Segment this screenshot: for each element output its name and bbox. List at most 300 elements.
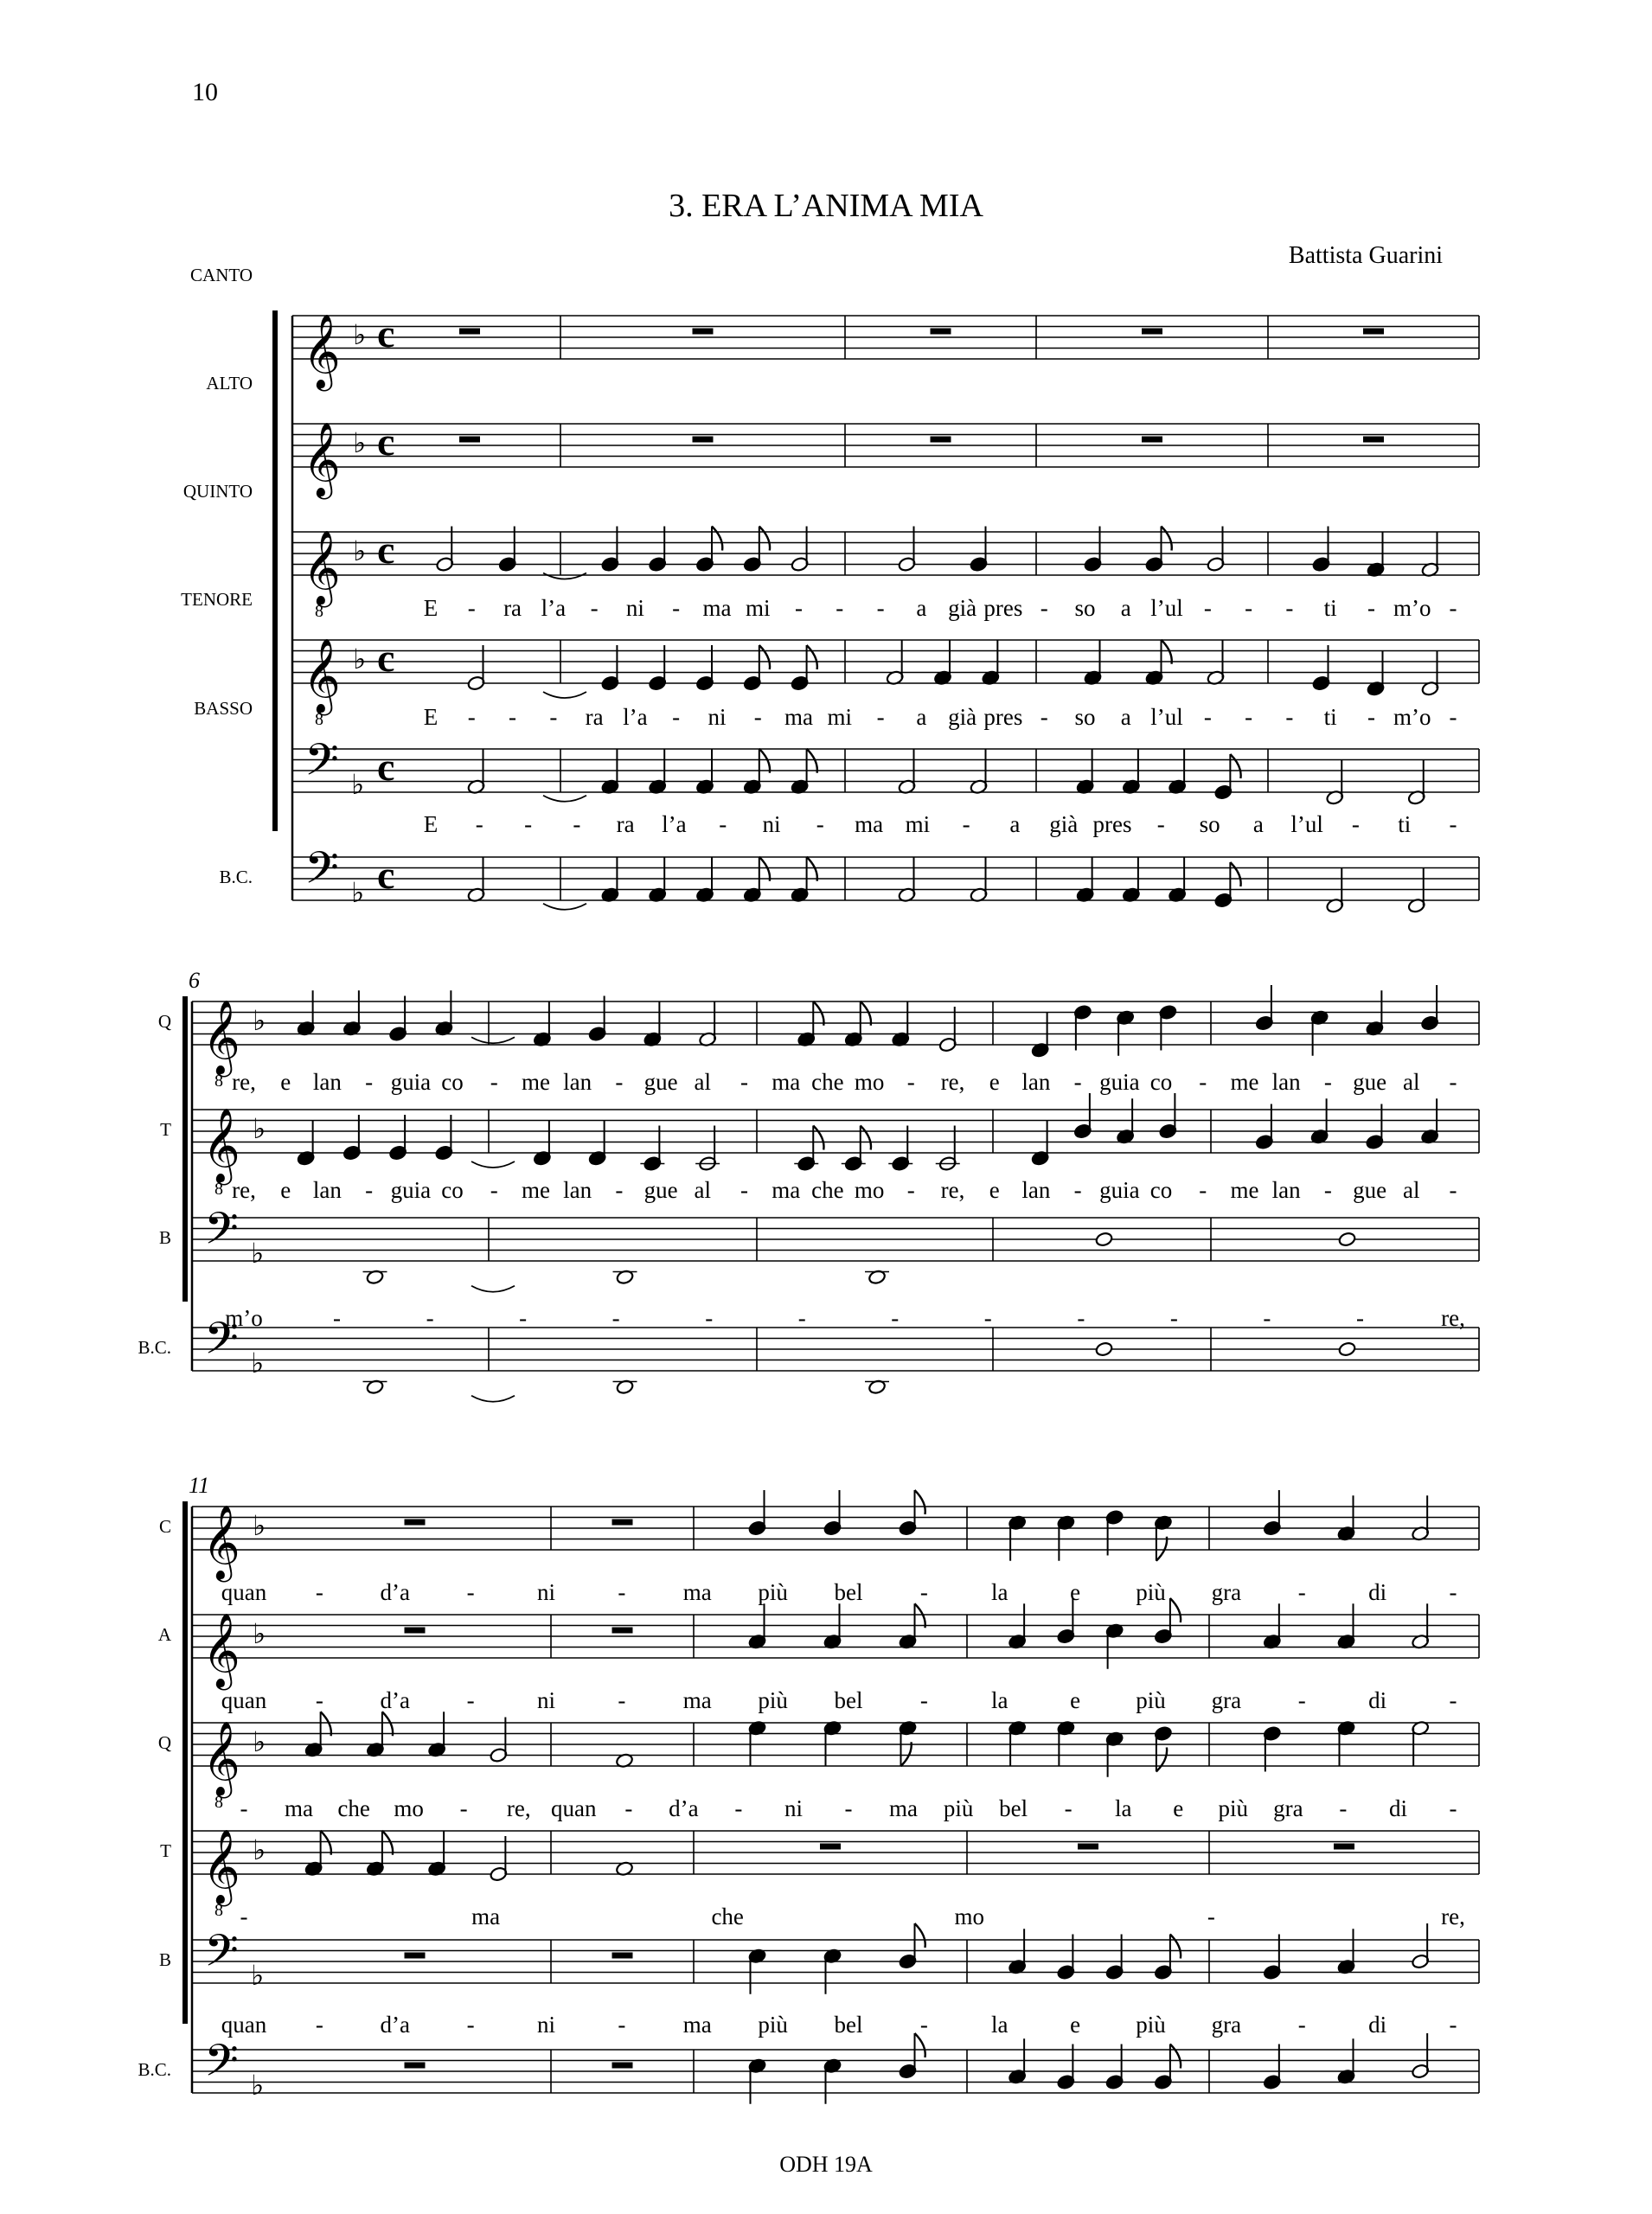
measure-rest-icon bbox=[612, 2063, 633, 2069]
bass-clef-icon: 𝄢 bbox=[204, 2034, 239, 2097]
lyric-syllable: gra bbox=[1211, 2012, 1242, 2038]
lyric-syllable: gra bbox=[1211, 1579, 1242, 1605]
lyric-syllable: d’a bbox=[380, 2012, 410, 2038]
staff-label: B.C. bbox=[219, 867, 253, 887]
lyric-syllable: - bbox=[1199, 1177, 1207, 1203]
measure-rest-icon bbox=[459, 437, 480, 443]
lyric-syllable: guia bbox=[1099, 1177, 1140, 1203]
lyric-syllable: - bbox=[1203, 595, 1212, 621]
lyric-syllable: che bbox=[811, 1177, 844, 1203]
lyric-syllable: - bbox=[906, 1069, 915, 1095]
lyric-syllable: quan bbox=[551, 1795, 597, 1821]
lyric-syllable: re, bbox=[940, 1069, 965, 1095]
treble-clef-icon: 𝄞 bbox=[303, 638, 341, 713]
measure-rest-icon bbox=[405, 1628, 426, 1634]
treble-clef-icon: 𝄞 bbox=[202, 1000, 240, 1074]
lyric-syllable: - bbox=[906, 1177, 915, 1203]
staff-canto bbox=[292, 311, 1479, 392]
page-footer: ODH 19A bbox=[779, 2152, 873, 2177]
bass-clef-icon: 𝄢 bbox=[204, 1312, 239, 1375]
note-flag bbox=[1170, 1598, 1181, 1622]
staff-label: ALTO bbox=[206, 373, 253, 394]
lyric-syllable: di bbox=[1388, 1795, 1407, 1821]
lyric-syllable: - bbox=[365, 1177, 374, 1203]
note-flag bbox=[759, 527, 770, 551]
lyric-syllable: lan bbox=[1271, 1069, 1301, 1095]
lyric-syllable: mi bbox=[827, 704, 853, 730]
treble-clef-icon: 𝄞 bbox=[303, 530, 341, 605]
lyric-syllable: al bbox=[1403, 1069, 1420, 1095]
flat-key-signature-icon: ♭ bbox=[353, 426, 367, 459]
lyric-syllable: che bbox=[337, 1795, 370, 1821]
staff-alto bbox=[292, 419, 1479, 500]
flat-key-signature-icon: ♭ bbox=[253, 1725, 266, 1758]
lyric-syllable: - bbox=[624, 1795, 633, 1821]
note-flag bbox=[807, 749, 817, 773]
lyric-syllable: - bbox=[1169, 1305, 1178, 1331]
lyric-syllable: me bbox=[521, 1177, 550, 1203]
lyric-syllable: - bbox=[1207, 1904, 1215, 1929]
lyric-syllable: me bbox=[1230, 1177, 1259, 1203]
measure-rest-icon bbox=[1363, 437, 1384, 443]
note-flag bbox=[382, 1712, 393, 1736]
lyric-syllable: mi bbox=[745, 595, 771, 621]
lyric-syllable: bel bbox=[999, 1795, 1028, 1821]
common-time-icon: c bbox=[377, 311, 395, 355]
note-head bbox=[1338, 1232, 1356, 1247]
lyric-syllable: a bbox=[1120, 595, 1131, 621]
flat-key-signature-icon: ♭ bbox=[353, 534, 367, 567]
lyric-syllable: ni bbox=[762, 811, 781, 837]
lyric-syllable: mo bbox=[854, 1177, 885, 1203]
measure-rest-icon bbox=[405, 1953, 426, 1959]
lyric-syllable: pres bbox=[983, 704, 1023, 730]
flat-key-signature-icon: ♭ bbox=[351, 767, 365, 801]
lyric-syllable: - bbox=[524, 811, 533, 837]
lyric-syllable: mo bbox=[394, 1795, 424, 1821]
lyric-syllable: - bbox=[466, 1579, 475, 1605]
lyric-syllable: - bbox=[983, 1305, 992, 1331]
measure-rest-icon bbox=[1334, 1844, 1354, 1850]
note-flag bbox=[807, 857, 817, 881]
treble-clef-icon: 𝄞 bbox=[202, 1613, 240, 1687]
lyric-syllable: bel bbox=[834, 1579, 863, 1605]
lyric-syllable: ra bbox=[616, 811, 635, 837]
lyric-syllable: - bbox=[705, 1305, 714, 1331]
lyric-syllable: - bbox=[615, 1177, 624, 1203]
lyric-syllable: re, bbox=[232, 1069, 256, 1095]
lyric-syllable: co bbox=[1149, 1069, 1173, 1095]
lyric-syllable: guia bbox=[390, 1177, 432, 1203]
note-head bbox=[1095, 1232, 1113, 1247]
lyric-syllable: - bbox=[240, 1795, 248, 1821]
lyric-syllable: - bbox=[1449, 1177, 1457, 1203]
lyric-syllable: - bbox=[1449, 1069, 1457, 1095]
lyric-syllable: d’a bbox=[669, 1795, 699, 1821]
lyric-syllable: - bbox=[1156, 811, 1165, 837]
staff-label: T bbox=[160, 1840, 171, 1861]
note-flag bbox=[813, 1001, 823, 1026]
lyric-syllable: - bbox=[333, 1305, 342, 1331]
flat-key-signature-icon: ♭ bbox=[251, 2068, 265, 2102]
measure-rest-icon bbox=[1142, 437, 1162, 443]
note-flag bbox=[759, 645, 770, 669]
lyric-syllable: - bbox=[315, 2012, 323, 2038]
lyric-syllable: ma bbox=[285, 1795, 314, 1821]
lyric-syllable: bel bbox=[834, 2012, 863, 2038]
note-flag bbox=[712, 527, 722, 551]
lyric-syllable: - bbox=[1245, 704, 1253, 730]
lyric-syllable: - bbox=[426, 1305, 434, 1331]
flat-key-signature-icon: ♭ bbox=[251, 1236, 265, 1270]
measure-rest-icon bbox=[820, 1844, 841, 1850]
lyric-syllable: - bbox=[795, 595, 804, 621]
lyric-syllable: più bbox=[1136, 2012, 1166, 2038]
lyric-syllable: - bbox=[467, 704, 476, 730]
lyric-syllable: - bbox=[836, 595, 844, 621]
lyric-syllable: ma bbox=[855, 811, 884, 837]
lyric-syllable: - bbox=[467, 595, 476, 621]
tie-slur bbox=[543, 692, 586, 698]
flat-key-signature-icon: ♭ bbox=[253, 1112, 266, 1145]
lyric-syllable: ra bbox=[585, 704, 604, 730]
lyric-syllable: gra bbox=[1211, 1687, 1242, 1713]
lyric-syllable: e bbox=[1173, 1795, 1184, 1821]
common-time-icon: c bbox=[377, 636, 395, 680]
staff-bc bbox=[192, 1312, 1479, 1379]
lyric-syllable: co bbox=[1149, 1177, 1173, 1203]
lyric-syllable: ra bbox=[503, 595, 522, 621]
lyric-syllable: più bbox=[1136, 1687, 1166, 1713]
lyric-syllable: mo bbox=[954, 1904, 985, 1929]
flat-key-signature-icon: ♭ bbox=[353, 643, 367, 675]
octave-marker: 8 bbox=[215, 1901, 223, 1920]
lyric-syllable: - bbox=[490, 1069, 498, 1095]
lyric-syllable: E bbox=[423, 811, 439, 837]
lyric-syllable: - bbox=[240, 1904, 248, 1929]
lyric-syllable: più bbox=[758, 1687, 788, 1713]
lyric-syllable: - bbox=[1203, 704, 1212, 730]
lyric-syllable: - bbox=[1285, 704, 1294, 730]
treble-clef-icon: 𝄞 bbox=[202, 1505, 240, 1579]
common-time-icon: c bbox=[377, 419, 395, 464]
lyric-syllable: l’ul bbox=[1150, 595, 1183, 621]
note-head bbox=[1338, 1341, 1356, 1357]
lyric-syllable: - bbox=[590, 595, 599, 621]
flat-key-signature-icon: ♭ bbox=[253, 1509, 266, 1542]
flat-key-signature-icon: ♭ bbox=[253, 1617, 266, 1650]
lyric-syllable: mi bbox=[905, 811, 931, 837]
lyric-syllable: - bbox=[315, 1687, 323, 1713]
lyric-syllable: la bbox=[1114, 1795, 1132, 1821]
note-flag bbox=[807, 645, 817, 669]
staff-label: B bbox=[158, 1949, 171, 1970]
lyric-syllable: - bbox=[1077, 1305, 1085, 1331]
flat-key-signature-icon: ♭ bbox=[251, 1346, 265, 1379]
lyric-syllable: - bbox=[962, 811, 970, 837]
lyric-syllable: - bbox=[466, 2012, 475, 2038]
note-flag bbox=[1156, 1537, 1167, 1561]
lyric-syllable: - bbox=[797, 1305, 806, 1331]
lyric-syllable: la bbox=[991, 1579, 1008, 1605]
lyric-syllable: - bbox=[876, 704, 885, 730]
measure-rest-icon bbox=[612, 1953, 633, 1959]
lyric-syllable: più bbox=[758, 2012, 788, 2038]
lyric-syllable: - bbox=[1449, 704, 1457, 730]
lyric-syllable: m’o bbox=[1393, 704, 1431, 730]
flat-key-signature-icon: ♭ bbox=[251, 1958, 265, 1992]
lyric-syllable: ma bbox=[772, 1177, 801, 1203]
lyric-syllable: re, bbox=[232, 1177, 256, 1203]
lyric-syllable: so bbox=[1199, 811, 1220, 837]
flat-key-signature-icon: ♭ bbox=[253, 1833, 266, 1866]
lyric-syllable: - bbox=[1297, 1579, 1306, 1605]
lyric-syllable: - bbox=[459, 1795, 468, 1821]
lyric-syllable: lan bbox=[1021, 1177, 1051, 1203]
lyric-syllable: quan bbox=[221, 1687, 267, 1713]
treble-clef-icon: 𝄞 bbox=[202, 1829, 240, 1904]
lyric-syllable: - bbox=[519, 1305, 528, 1331]
lyric-syllable: al bbox=[694, 1177, 712, 1203]
lyric-syllable: re, bbox=[940, 1177, 965, 1203]
lyric-syllable: - bbox=[816, 811, 824, 837]
octave-marker: 8 bbox=[315, 602, 323, 621]
common-time-icon: c bbox=[377, 745, 395, 789]
tie-slur bbox=[471, 1396, 515, 1402]
lyric-syllable: di bbox=[1368, 2012, 1387, 2038]
lyric-syllable: - bbox=[740, 1177, 748, 1203]
lyric-syllable: ma bbox=[784, 704, 814, 730]
lyric-syllable: pres bbox=[983, 595, 1023, 621]
staff-t bbox=[192, 1829, 1479, 1920]
lyric-syllable: - bbox=[615, 1069, 624, 1095]
note-flag bbox=[1170, 2044, 1181, 2069]
lyric-syllable: - bbox=[509, 704, 517, 730]
lyric-syllable: l’a bbox=[623, 704, 648, 730]
lyric-syllable: lan bbox=[563, 1177, 592, 1203]
lyric-syllable: più bbox=[1218, 1795, 1249, 1821]
lyric-syllable: - bbox=[618, 1687, 626, 1713]
lyric-syllable: già bbox=[948, 704, 977, 730]
piece-title: 3. ERA L’ANIMA MIA bbox=[669, 188, 983, 224]
lyric-syllable: - bbox=[672, 704, 681, 730]
measure-rest-icon bbox=[1142, 329, 1162, 335]
staff-label: B bbox=[158, 1227, 171, 1248]
lyric-syllable: - bbox=[611, 1305, 620, 1331]
tie-slur bbox=[471, 1037, 515, 1043]
octave-marker: 8 bbox=[215, 1072, 223, 1091]
note-flag bbox=[1170, 1935, 1181, 1959]
staff-label: QUINTO bbox=[182, 481, 253, 502]
lyric-syllable: ma bbox=[682, 2012, 712, 2038]
lyric-syllable: ti bbox=[1323, 704, 1337, 730]
lyric-syllable: - bbox=[919, 1687, 928, 1713]
staff-label: T bbox=[160, 1119, 171, 1140]
lyric-syllable: ma bbox=[682, 1579, 712, 1605]
lyric-syllable: m’o bbox=[225, 1305, 263, 1331]
common-time-icon: c bbox=[377, 528, 395, 572]
lyric-syllable: e bbox=[1070, 1687, 1081, 1713]
measure-rest-icon bbox=[612, 1628, 633, 1634]
staff-label: C bbox=[158, 1516, 171, 1537]
octave-marker: 8 bbox=[215, 1793, 223, 1812]
lyric-syllable: la bbox=[991, 2012, 1008, 2038]
lyric-syllable: - bbox=[549, 704, 558, 730]
measure-rest-icon bbox=[405, 1520, 426, 1526]
lyric-syllable: che bbox=[811, 1069, 844, 1095]
lyric-syllable: - bbox=[1449, 811, 1457, 837]
lyric-syllable: E bbox=[423, 704, 439, 730]
measure-rest-icon bbox=[931, 437, 951, 443]
lyric-syllable: d’a bbox=[380, 1579, 410, 1605]
lyric-syllable: più bbox=[758, 1579, 788, 1605]
note-flag bbox=[1230, 754, 1240, 778]
lyric-syllable: più bbox=[943, 1795, 974, 1821]
staff-label: B.C. bbox=[138, 2059, 171, 2080]
lyric-syllable: co bbox=[441, 1069, 464, 1095]
lyric-syllable: gra bbox=[1273, 1795, 1303, 1821]
lyric-syllable: che bbox=[711, 1904, 744, 1929]
lyric-syllable: ni bbox=[625, 595, 644, 621]
lyric-syllable: a bbox=[1009, 811, 1021, 837]
poet-credit: Battista Guarini bbox=[1288, 242, 1443, 269]
note-flag bbox=[861, 1001, 871, 1026]
lyric-syllable: - bbox=[1351, 811, 1360, 837]
staff-label: Q bbox=[157, 1732, 171, 1753]
lyric-syllable: m’o bbox=[1393, 595, 1431, 621]
lyric-syllable: gue bbox=[1353, 1177, 1387, 1203]
lyric-syllable: - bbox=[734, 1795, 743, 1821]
lyric-syllable: - bbox=[315, 1579, 323, 1605]
lyric-syllable: - bbox=[475, 811, 483, 837]
measure-rest-icon bbox=[459, 329, 480, 335]
lyric-syllable: la bbox=[991, 1687, 1008, 1713]
lyric-syllable: - bbox=[1323, 1177, 1332, 1203]
lyric-syllable: - bbox=[490, 1177, 498, 1203]
lyric-syllable: - bbox=[1297, 1687, 1306, 1713]
lyric-syllable: già bbox=[948, 595, 977, 621]
measure-rest-icon bbox=[1363, 329, 1384, 335]
flat-key-signature-icon: ♭ bbox=[351, 875, 365, 909]
lyric-syllable: - bbox=[1367, 704, 1375, 730]
measure-number: 6 bbox=[189, 968, 200, 993]
lyric-syllable: - bbox=[1245, 595, 1253, 621]
lyric-syllable: - bbox=[1449, 1795, 1457, 1821]
lyric-syllable: - bbox=[1040, 704, 1048, 730]
lyric-syllable: e bbox=[1070, 1579, 1081, 1605]
lyric-syllable: - bbox=[753, 704, 762, 730]
lyric-syllable: e bbox=[989, 1069, 1000, 1095]
lyric-syllable: quan bbox=[221, 2012, 267, 2038]
common-time-icon: c bbox=[377, 853, 395, 897]
lyric-syllable: a bbox=[916, 595, 927, 621]
lyric-syllable: ni bbox=[536, 1687, 556, 1713]
bass-clef-icon: 𝄢 bbox=[204, 1924, 239, 1987]
staff-label: TENORE bbox=[181, 589, 253, 610]
lyric-syllable: - bbox=[891, 1305, 900, 1331]
measure-rest-icon bbox=[931, 329, 951, 335]
lyric-syllable: ti bbox=[1323, 595, 1337, 621]
note-flag bbox=[901, 1742, 912, 1766]
lyric-syllable: me bbox=[521, 1069, 550, 1095]
lyric-syllable: so bbox=[1074, 595, 1096, 621]
note-flag bbox=[321, 1712, 331, 1736]
lyric-syllable: già bbox=[1049, 811, 1079, 837]
treble-clef-icon: 𝄞 bbox=[202, 1108, 240, 1182]
note-flag bbox=[915, 1490, 925, 1514]
note-head bbox=[1095, 1341, 1113, 1357]
staff-label: A bbox=[157, 1624, 171, 1645]
lyric-syllable: ni bbox=[536, 2012, 556, 2038]
lyric-syllable: re, bbox=[1441, 1305, 1465, 1331]
lyric-syllable: mo bbox=[854, 1069, 885, 1095]
treble-clef-icon: 𝄞 bbox=[303, 314, 341, 388]
lyric-syllable: ti bbox=[1398, 811, 1412, 837]
lyric-syllable: me bbox=[1230, 1069, 1259, 1095]
lyric-syllable: - bbox=[1449, 2012, 1457, 2038]
lyric-syllable: e bbox=[1070, 2012, 1081, 2038]
bass-clef-icon: 𝄢 bbox=[304, 733, 339, 797]
lyric-syllable: e bbox=[280, 1069, 291, 1095]
note-flag bbox=[1230, 862, 1240, 886]
lyric-syllable: - bbox=[1064, 1795, 1073, 1821]
lyric-syllable: E bbox=[423, 595, 439, 621]
note-flag bbox=[759, 749, 770, 773]
staff-label: B.C. bbox=[138, 1337, 171, 1358]
lyric-syllable: - bbox=[1449, 1687, 1457, 1713]
measure-rest-icon bbox=[1078, 1844, 1098, 1850]
measure-rest-icon bbox=[693, 437, 714, 443]
staff-b bbox=[192, 1202, 1479, 1270]
lyric-syllable: guia bbox=[1099, 1069, 1140, 1095]
tie-slur bbox=[543, 573, 586, 579]
lyric-syllable: di bbox=[1368, 1579, 1387, 1605]
lyric-syllable: e bbox=[989, 1177, 1000, 1203]
lyric-syllable: ma bbox=[772, 1069, 801, 1095]
lyric-syllable: - bbox=[876, 595, 885, 621]
lyric-syllable: gue bbox=[644, 1177, 678, 1203]
lyric-syllable: - bbox=[1263, 1305, 1271, 1331]
note-flag bbox=[813, 1126, 823, 1150]
measure-rest-icon bbox=[612, 1520, 633, 1526]
staff-c bbox=[192, 1505, 1479, 1583]
lyric-syllable: - bbox=[740, 1069, 748, 1095]
lyric-syllable: - bbox=[466, 1687, 475, 1713]
lyric-syllable: - bbox=[1199, 1069, 1207, 1095]
lyric-syllable: guia bbox=[390, 1069, 432, 1095]
lyric-syllable: - bbox=[365, 1069, 374, 1095]
lyric-syllable: a bbox=[916, 704, 927, 730]
lyric-syllable: - bbox=[919, 1579, 928, 1605]
lyric-syllable: lan bbox=[563, 1069, 592, 1095]
lyric-syllable: co bbox=[441, 1177, 464, 1203]
tie-slur bbox=[471, 1286, 515, 1292]
bass-clef-icon: 𝄢 bbox=[304, 841, 339, 905]
measure-rest-icon bbox=[693, 329, 714, 335]
staff-label: Q bbox=[157, 1011, 171, 1032]
lyric-syllable: - bbox=[1285, 595, 1294, 621]
lyric-syllable: l’ul bbox=[1290, 811, 1323, 837]
lyric-syllable: ma bbox=[682, 1687, 712, 1713]
measure-number: 11 bbox=[189, 1473, 210, 1498]
note-flag bbox=[1156, 1748, 1167, 1772]
lyric-syllable: - bbox=[672, 595, 681, 621]
lyric-syllable: più bbox=[1136, 1579, 1166, 1605]
note-flag bbox=[915, 1923, 925, 1948]
lyric-syllable: - bbox=[618, 2012, 626, 2038]
lyric-syllable: - bbox=[919, 2012, 928, 2038]
lyric-syllable: ni bbox=[784, 1795, 803, 1821]
